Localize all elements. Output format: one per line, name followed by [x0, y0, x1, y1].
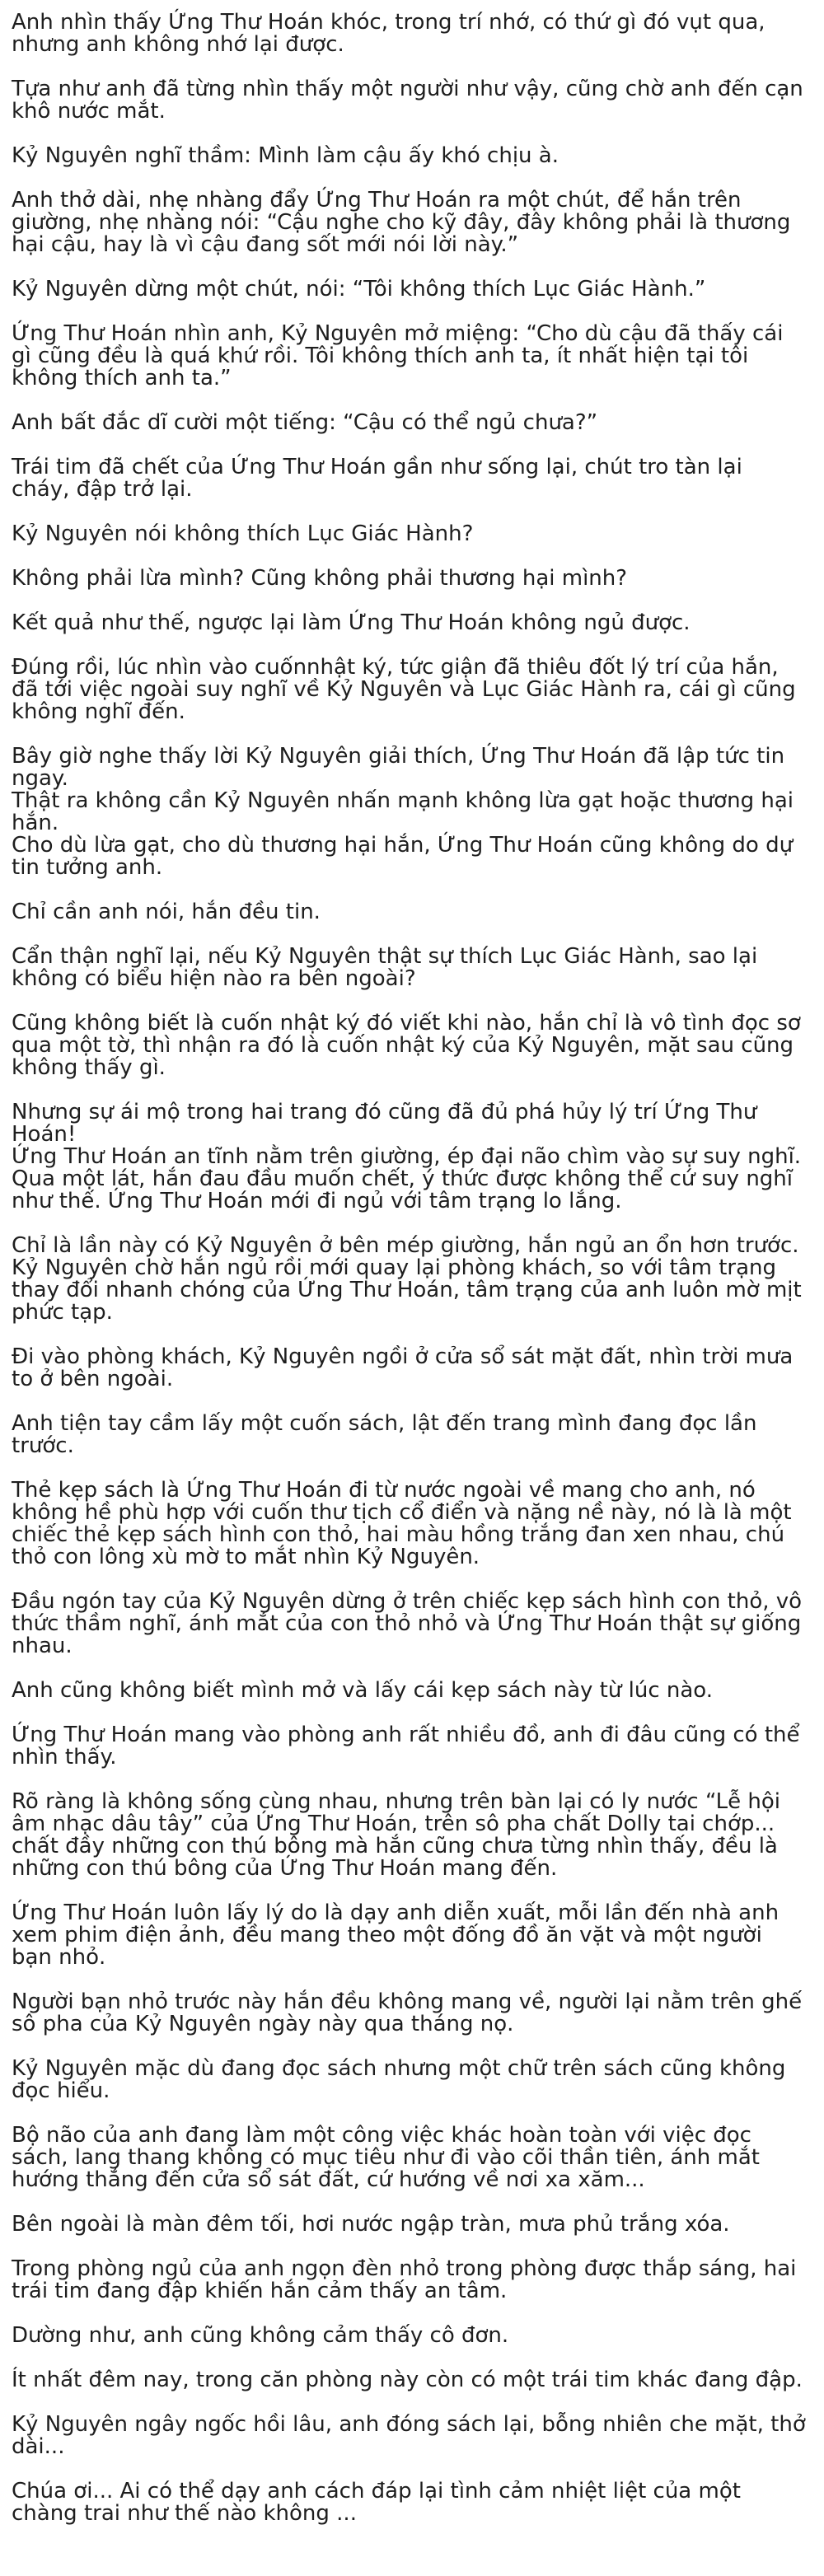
paragraph: Kết quả như thế, ngược lại làm Ứng Thư Hoán không ngủ được. — [12, 610, 691, 635]
paragraph: Chúa ơi... Ai có thể dạy anh cách đáp lại tình cảm nhiệt liệt của một chàng trai như thế nào không ... — [12, 2479, 741, 2526]
paragraph: Trong phòng ngủ của anh ngọn đèn nhỏ trong phòng được thắp sáng, hai trái tim đang đập khiến hắn cảm thấy an tâm. — [12, 2256, 797, 2303]
paragraph: Ứng Thư Hoán luôn lấy lý do là dạy anh diễn xuất, mỗi lần đến nhà anh xem phim điện ảnh, đều mang theo một đống đồ ăn vặt và một người bạn nhỏ. — [12, 1900, 780, 1970]
paragraph: Ứng Thư Hoán nhìn anh, Kỷ Nguyên mở miệng: “Cho dù cậu đã thấy cái gì cũng đều là quá khứ rồi. Tôi không thích anh ta, ít nhất hiện tại tôi không thích anh ta.” — [12, 321, 784, 390]
paragraph: Đi vào phòng khách, Kỷ Nguyên ngồi ở cửa sổ sát mặt đất, nhìn trời mưa to ở bên ngoài. — [12, 1344, 794, 1391]
paragraph: Anh tiện tay cầm lấy một cuốn sách, lật đến trang mình đang đọc lần trước. — [12, 1411, 757, 1458]
paragraph: Chỉ cần anh nói, hắn đều tin. — [12, 900, 321, 924]
paragraph: Chỉ là lần này có Kỷ Nguyên ở bên mép giường, hắn ngủ an ổn hơn trước. Kỷ Nguyên chờ hắn ngủ rồi mới quay lại phòng khách, so với tâm trạng thay đổi nhanh chóng của Ứng Thư Hoán, tâm trạng của anh luôn mờ mịt phức tạp. — [12, 1233, 802, 1325]
paragraph: Ít nhất đêm nay, trong căn phòng này còn có một trái tim khác đang đập. — [12, 2368, 803, 2392]
paragraph: Bây giờ nghe thấy lời Kỷ Nguyên giải thích, Ứng Thư Hoán đã lập tức tin ngay. Thật ra không cần Kỷ Nguyên nhấn mạnh không lừa gạt hoặc thương hại hắn. Cho dù lừa gạt, cho dù thương hại hắn, Ứng Thư Hoán cũng không do dự tin tưởng anh. — [12, 744, 794, 880]
paragraph: Anh cũng không biết mình mở và lấy cái kẹp sách này từ lúc nào. — [12, 1678, 714, 1703]
paragraph: Cũng không biết là cuốn nhật ký đó viết khi nào, hắn chỉ là vô tình đọc sơ qua một tờ, thì nhận ra đó là cuốn nhật ký của Kỷ Nguyên, mặt sau cũng không thấy gì. — [12, 1011, 801, 1080]
paragraph: Anh bất đắc dĩ cười một tiếng: “Cậu có thể ngủ chưa?” — [12, 410, 598, 435]
paragraph: Rõ ràng là không sống cùng nhau, nhưng trên bàn lại có ly nước “Lễ hội âm nhạc dâu tây” của Ứng Thư Hoán, trên sô pha chất Dolly tai chớp... chất đầy những con thú bông mà hắn cũng chưa từng nhìn thấy, đều là những con thú bông của Ứng Thư Hoán mang đến. — [12, 1789, 781, 1881]
paragraph: Kỷ Nguyên nghĩ thầm: Mình làm cậu ấy khó chịu à. — [12, 143, 559, 168]
paragraph: Người bạn nhỏ trước này hắn đều không mang về, người lại nằm trên ghế sô pha của Kỷ Nguyên ngày này qua tháng nọ. — [12, 1989, 803, 2036]
paragraph: Thẻ kẹp sách là Ứng Thư Hoán đi từ nước ngoài về mang cho anh, nó không hề phù hợp với cuốn thư tịch cổ điển và nặng nề này, nó là là một chiếc thẻ kẹp sách hình con thỏ, hai màu hồng trắng đan xen nhau, chú thỏ con lông xù mờ to mắt nhìn Kỷ Nguyên. — [12, 1478, 792, 1569]
paragraph: Đầu ngón tay của Kỷ Nguyên dừng ở trên chiếc kẹp sách hình con thỏ, vô thức thầm nghĩ, ánh mắt của con thỏ nhỏ và Ứng Thư Hoán thật sự giống nhau. — [12, 1589, 803, 1658]
paragraph: Bên ngoài là màn đêm tối, hơi nước ngập tràn, mưa phủ trắng xóa. — [12, 2212, 730, 2237]
paragraph: Cẩn thận nghĩ lại, nếu Kỷ Nguyên thật sự thích Lục Giác Hành, sao lại không có biểu hiện nào ra bên ngoài? — [12, 944, 758, 991]
paragraph: Kỷ Nguyên nói không thích Lục Giác Hành? — [12, 521, 474, 546]
paragraph: Đúng rồi, lúc nhìn vào cuốnnhật ký, tức giận đã thiêu đốt lý trí của hắn, đã tới việc ngoài suy nghĩ về Kỷ Nguyên và Lục Giác Hành ra, cái gì cũng không nghĩ đến. — [12, 655, 796, 724]
paragraph: Ứng Thư Hoán mang vào phòng anh rất nhiều đồ, anh đi đâu cũng có thể nhìn thấy. — [12, 1723, 800, 1770]
paragraph: Nhưng sự ái mộ trong hai trang đó cũng đã đủ phá hủy lý trí Ứng Thư Hoán! Ứng Thư Hoán an tĩnh nằm trên giường, ép đại não chìm vào sự suy nghĩ. Qua một lát, hắn đau đầu muốn chết, ý thức được không thể cứ suy nghĩ như thế. Ứng Thư Hoán mới đi ngủ với tâm trạng lo lắng. — [12, 1100, 802, 1213]
paragraph: Dường như, anh cũng không cảm thấy cô đơn. — [12, 2323, 509, 2348]
paragraph: Kỷ Nguyên ngây ngốc hồi lâu, anh đóng sách lại, bỗng nhiên che mặt, thở dài... — [12, 2412, 806, 2459]
paragraph: Trái tim đã chết của Ứng Thư Hoán gần như sống lại, chút tro tàn lại cháy, đập trở lại. — [12, 455, 742, 502]
paragraph: Kỷ Nguyên dừng một chút, nói: “Tôi không thích Lục Giác Hành.” — [12, 277, 706, 302]
paragraph: Kỷ Nguyên mặc dù đang đọc sách nhưng một chữ trên sách cũng không đọc hiểu. — [12, 2056, 786, 2103]
paragraph: Anh nhìn thấy Ứng Thư Hoán khóc, trong trí nhớ, có thứ gì đó vụt qua, nhưng anh không nhớ lại được. — [12, 10, 765, 57]
paragraph: Không phải lừa mình? Cũng không phải thương hại mình? — [12, 566, 628, 591]
paragraph: Bộ não của anh đang làm một công việc khác hoàn toàn với việc đọc sách, lang thang không có mục tiêu như đi vào cõi thần tiên, ánh mắt hướng thẳng đến cửa sổ sát đất, cứ hướng về nơi xa xăm... — [12, 2123, 760, 2192]
paragraph: Tựa như anh đã từng nhìn thấy một người như vậy, cũng chờ anh đến cạn khô nước mắt. — [12, 77, 803, 124]
paragraph: Anh thở dài, nhẹ nhàng đẩy Ứng Thư Hoán ra một chút, để hắn trên giường, nhẹ nhàng nói: “Cậu nghe cho kỹ đây, đây không phải là thương hại cậu, hay là vì cậu đang sốt mới nói lời này.” — [12, 188, 791, 257]
